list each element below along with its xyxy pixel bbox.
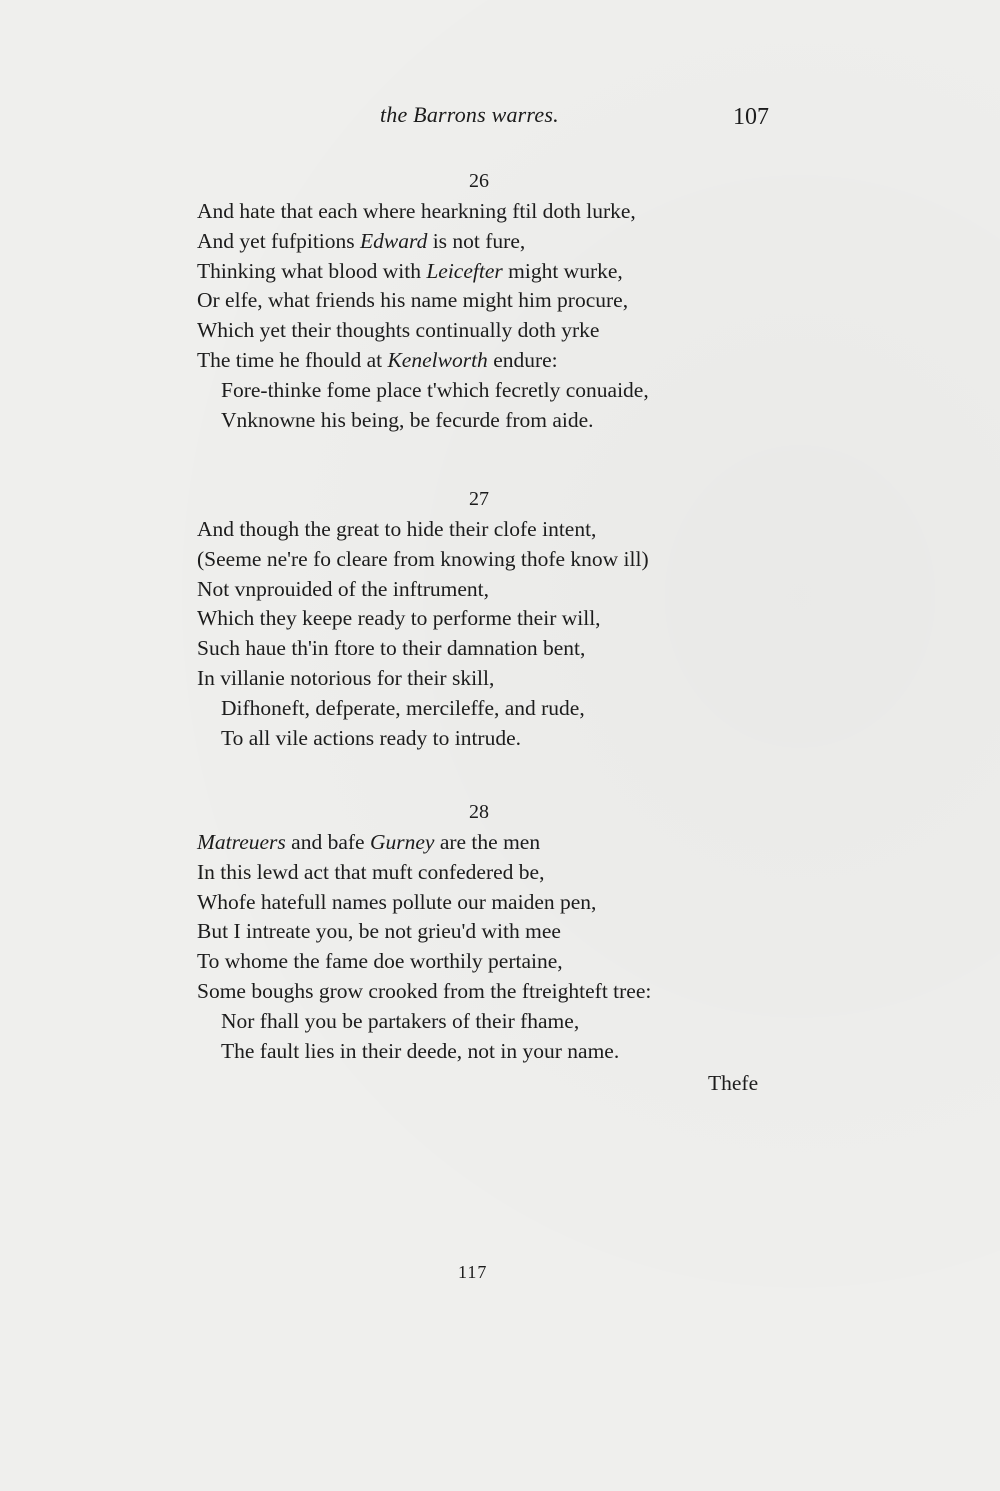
verse-line: And hate that each where hearkning ftil doth lurke,: [197, 199, 636, 223]
verse-line: The time he fhould at Kenelworth endure:: [197, 347, 558, 372]
verse-line: Such haue th'in ftore to their damnation bent,: [197, 636, 586, 661]
stanza-number: 28: [469, 801, 489, 823]
verse-line: Some boughs grow crooked from the ftreighteft tree:: [197, 978, 652, 1003]
verse-line: And yet fufpitions Edward is not fure,: [197, 228, 526, 253]
verse-line-couplet: Nor fhall you be partakers of their fhame,: [221, 1008, 580, 1033]
stanza-28: [197, 801, 777, 1066]
stanza-26: [197, 170, 777, 435]
italic-name: Gurney: [369, 830, 435, 854]
catchword: Thefe: [708, 1071, 759, 1095]
verse-line-couplet: The fault lies in their deede, not in your name.: [221, 1038, 620, 1063]
running-title: the Barrons warres.: [380, 102, 559, 127]
stanza-number: 26: [469, 170, 489, 192]
verse-line: Whofe hatefull names pollute our maiden pen,: [197, 889, 597, 914]
verse-line: But I intreate you, be not grieu'd with mee: [197, 919, 561, 944]
stanza-27: [197, 488, 777, 753]
verse-line: Which they keepe ready to performe their will,: [197, 606, 601, 631]
verse-line: In this lewd act that muft confedered be,: [197, 859, 545, 884]
italic-name: Edward: [360, 228, 428, 253]
italic-name: Kenelworth: [387, 347, 488, 372]
verse-line-couplet: Vnknowne his being, be fecurde from aide.: [221, 407, 594, 432]
verse-line-couplet: Fore-thinke fome place t'which fecretly conuaide,: [221, 377, 649, 402]
verse-line: In villanie notorious for their skill,: [197, 665, 495, 690]
italic-name: Leicefter: [426, 258, 503, 283]
page-number: 107: [733, 104, 769, 130]
folio-number: 117: [458, 1262, 488, 1282]
verse-line: Thinking what blood with Leicefter might wurke,: [197, 258, 623, 283]
verse-line: Or elfe, what friends his name might him procure,: [197, 288, 629, 313]
verse-line: (Seeme ne're fo cleare from knowing thofe know ill): [197, 546, 649, 571]
verse-line-couplet: Difhoneft, defperate, mercileffe, and rude,: [221, 695, 585, 720]
verse-line: Not vnprouided of the inftrument,: [197, 576, 489, 601]
italic-name: Matreuers: [197, 830, 286, 854]
verse-line: Which yet their thoughts continually doth yrke: [197, 318, 600, 343]
stanza-number: 27: [469, 488, 489, 510]
verse-line: To whome the fame doe worthily pertaine,: [197, 949, 563, 974]
verse-line-couplet: To all vile actions ready to intrude.: [221, 725, 522, 750]
verse-line: Matreuers and bafe Gurney are the men: [197, 830, 541, 854]
verse-line: And though the great to hide their clofe intent,: [197, 517, 597, 541]
